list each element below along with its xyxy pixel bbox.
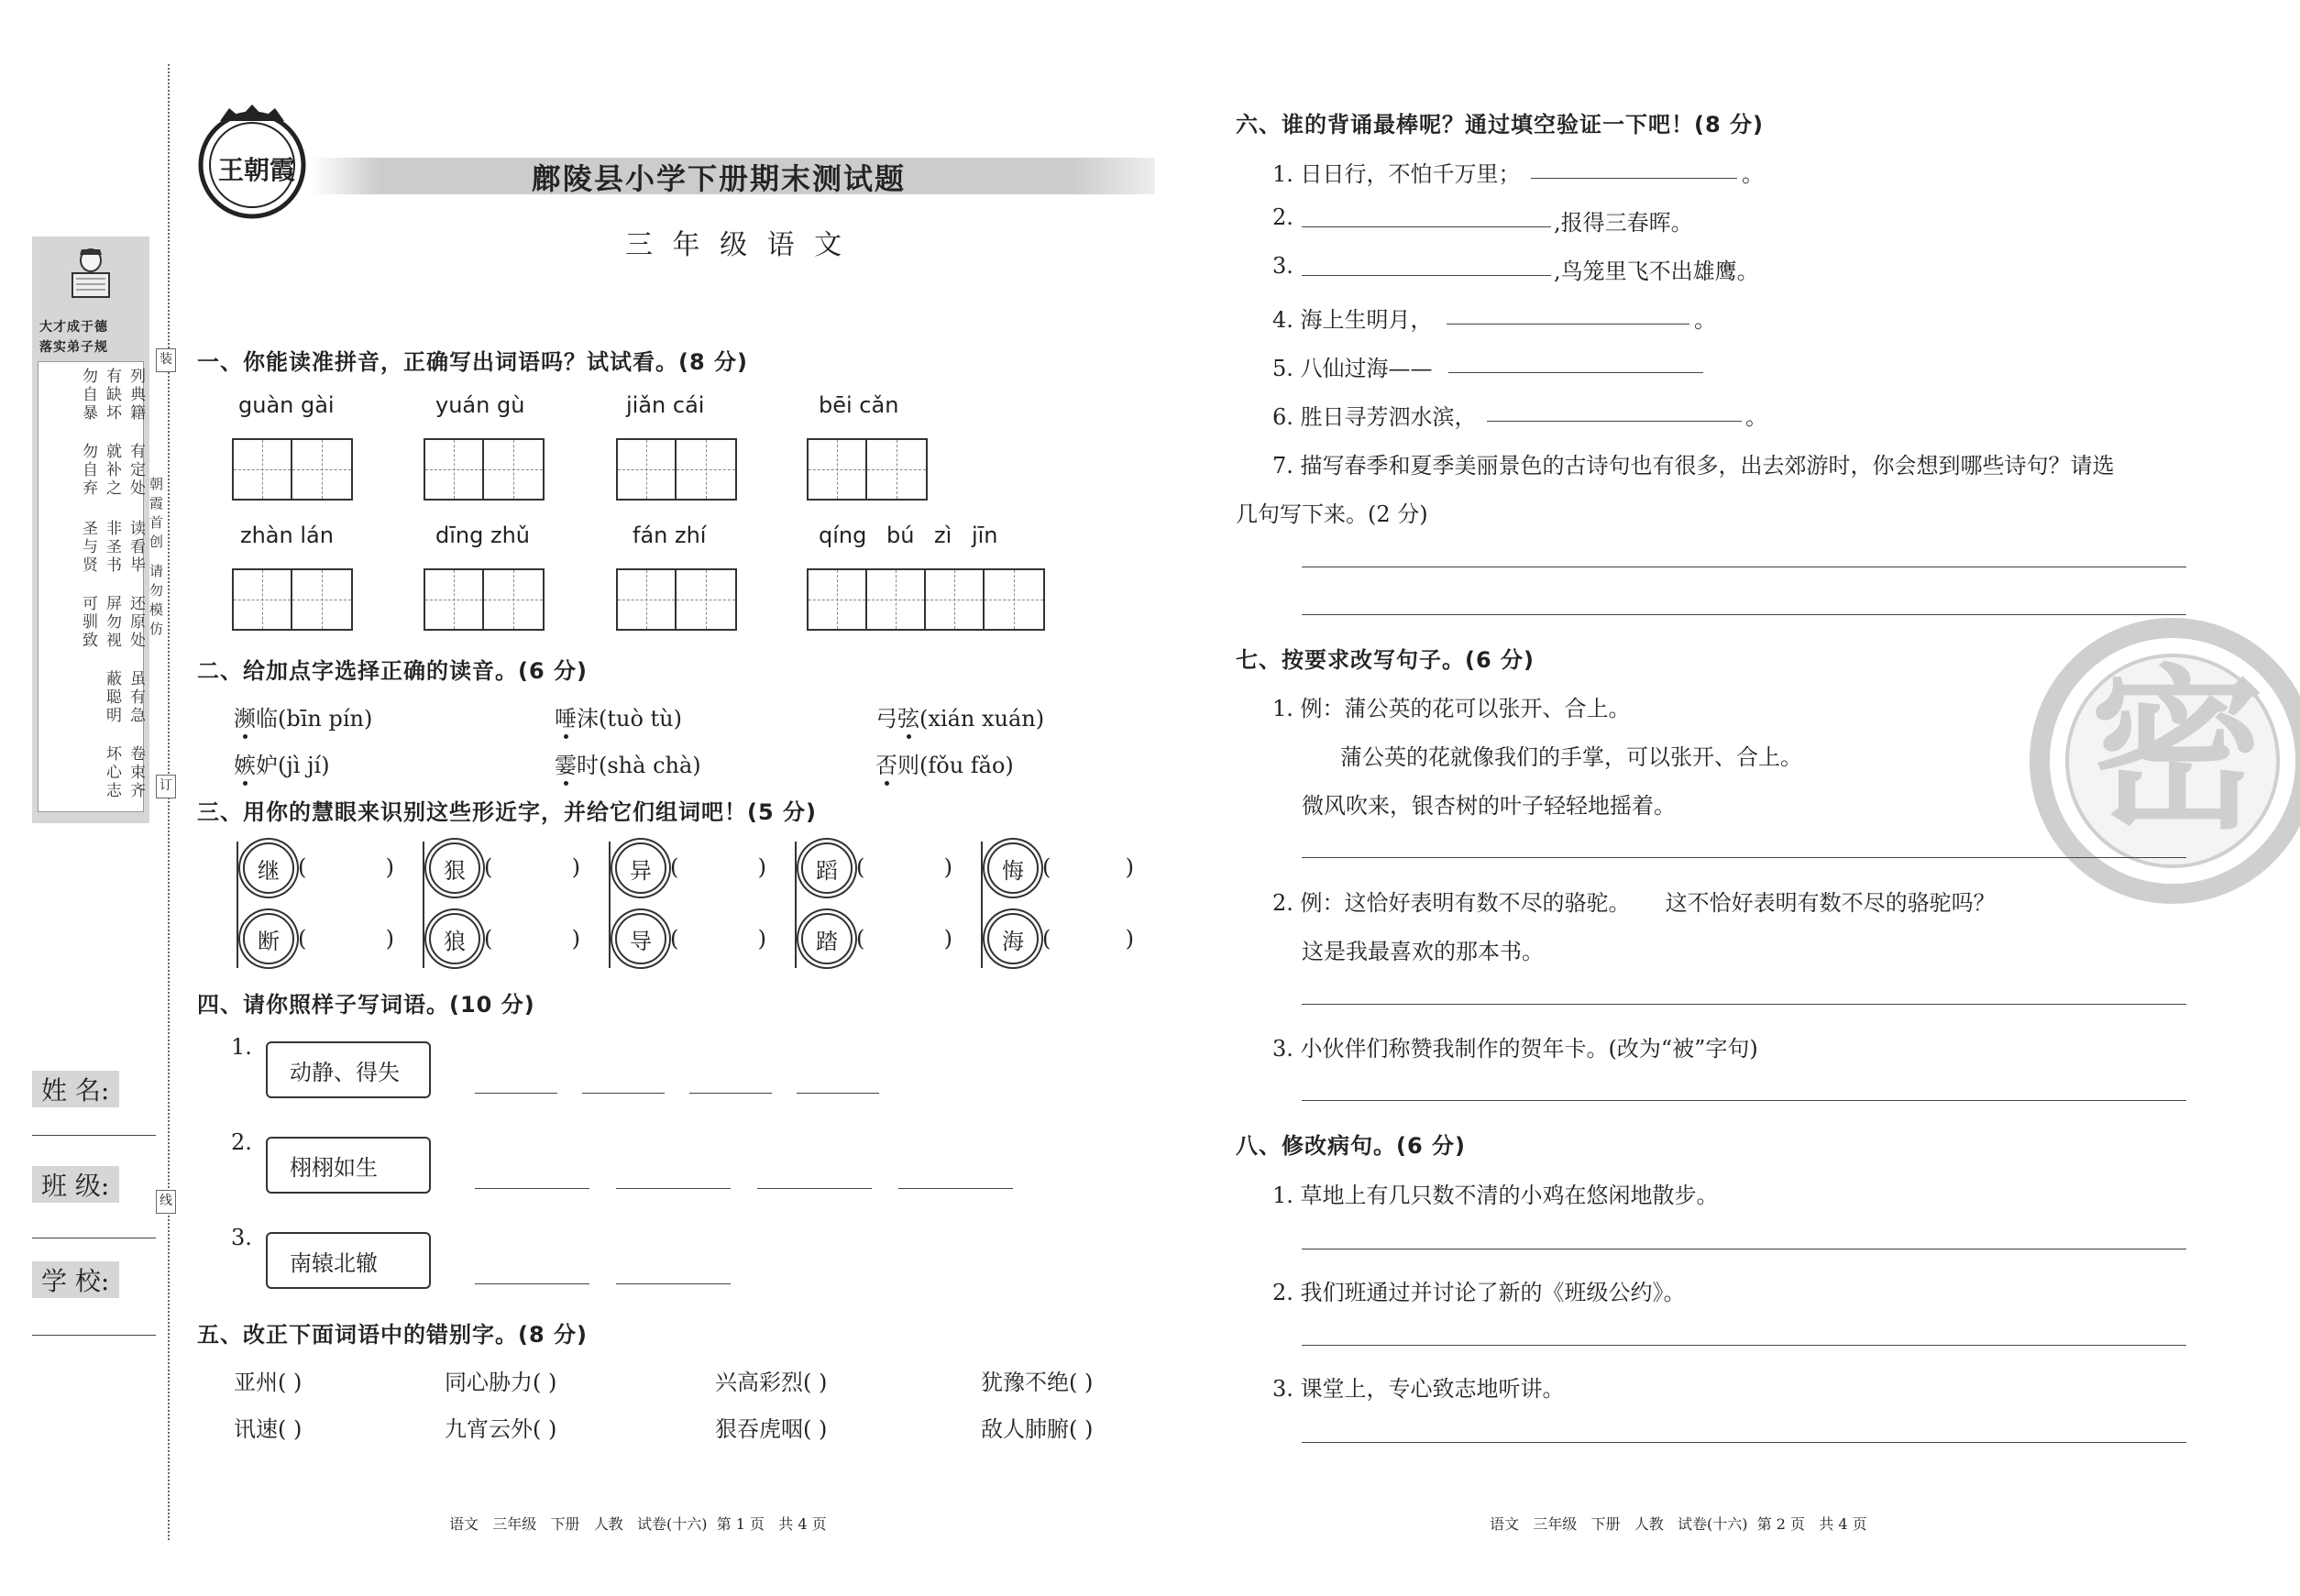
correction-item[interactable]: 讯速( ) [234,1416,303,1442]
punct: 。 [1745,404,1767,430]
word-blank[interactable]: ( ) [670,854,766,880]
recite-item: 6. 胜日寻芳泗水滨， [1272,404,1477,430]
divider [423,842,424,968]
rule-column: 虽有急 [127,670,145,725]
word-blank[interactable]: ( ) [1042,926,1134,952]
correction-item[interactable]: 亚州( ) [234,1370,303,1395]
divider [981,842,983,968]
item-number: 3. [231,1225,252,1250]
reading-item[interactable]: 弓弦(xián xuán) [875,706,1045,732]
correction-item[interactable]: 犹豫不绝( ) [981,1370,1094,1395]
watermark-text: 密 [2090,650,2265,853]
section-8-title: 八、修改病句。(6 分) [1236,1133,1466,1159]
char-flower: 导 [615,913,666,964]
word-blank[interactable]: ( ) [856,854,952,880]
line-end: ,报得三春晖。 [1554,210,1693,236]
correction-item[interactable]: 狠吞虎咽( ) [715,1416,828,1442]
brand-logo [193,101,312,220]
logo-text: 王朝霞 [218,155,296,185]
pinyin: bēi cǎn [819,392,899,418]
page-footer-right: 语文 三年级 下册 人教 试卷(十六) 第 2 页 共 4 页 [1490,1515,1867,1533]
word-blank[interactable]: ( ) [484,854,580,880]
answer-blank[interactable] [475,1188,589,1189]
writing-grid[interactable] [807,438,928,501]
answer-blank[interactable] [475,1093,557,1094]
answer-blank[interactable] [475,1283,589,1284]
char-flower: 狼 [429,913,480,964]
punct: 。 [1742,161,1764,187]
school-label: 学 校: [32,1261,119,1298]
char-flower: 断 [243,913,294,964]
question-text: 2. 例：这恰好表明有数不尽的骆驼。 这不恰好表明有数不尽的骆驼吗？ [1272,890,1996,916]
side-note: 朝霞首创 请勿模仿 [148,477,164,641]
recite-item: 5. 八仙过海—— [1272,356,1433,381]
rule-column: 就补之 [103,443,121,498]
char-flower: 悔 [987,842,1039,894]
answer-blank[interactable] [582,1093,665,1094]
char-flower: 海 [987,913,1039,964]
question-text: 1. 草地上有几只数不清的小鸡在悠闲地散步。 [1272,1183,1719,1208]
recite-item: 1. 日日行，不怕千万里； [1272,161,1521,187]
answer-line[interactable] [1302,857,2186,858]
punct: 。 [1694,307,1716,333]
reading-item[interactable]: 霎时(shà chà) [555,753,701,778]
rule-column: 可驯致 [79,595,97,650]
example-text: 蒲公英的花就像我们的手掌，可以张开、合上。 [1340,744,1802,770]
divider [237,842,238,968]
answer-blank[interactable] [1487,421,1742,422]
question-text: 1. 例：蒲公英的花可以张开、合上。 [1272,696,1631,721]
char-flower: 继 [243,842,294,894]
writing-grid[interactable] [616,568,737,631]
rule-column: 有定处 [127,443,145,498]
answer-blank[interactable] [616,1283,731,1284]
question-text: 几句写下来。(2 分) [1236,501,1428,527]
pinyin: guàn gài [238,392,335,418]
example-scroll: 南辕北辙 [266,1232,431,1289]
section-3-title: 三、用你的慧眼来识别这些形近字，并给它们组词吧！(5 分) [197,799,817,825]
recite-item: 3. [1272,253,1293,279]
section-4-title: 四、请你照样子写词语。(10 分) [197,992,535,1018]
section-5-title: 五、改正下面词语中的错别字。(8 分) [197,1322,588,1348]
answer-line[interactable] [1302,1442,2186,1443]
slogan-2: 落实弟子规 [39,340,108,355]
rule-column: 读看毕 [127,520,145,575]
example-scroll: 动静、得失 [266,1041,431,1098]
writing-grid[interactable] [232,568,353,631]
name-field[interactable] [32,1135,156,1136]
question-text: 微风吹来，银杏树的叶子轻轻地摇着。 [1302,793,1676,819]
question-text: 这是我最喜欢的那本书。 [1302,939,1544,964]
rule-column: 列典籍 [127,368,145,423]
correction-item[interactable]: 兴高彩烈( ) [715,1370,828,1395]
fold-mark: 线 [156,1190,176,1214]
question-text: 2. 我们班通过并讨论了新的《班级公约》。 [1272,1280,1686,1305]
name-label: 姓 名: [32,1071,119,1107]
char-flower: 异 [615,842,666,894]
word-blank[interactable]: ( ) [298,854,394,880]
rule-column: 蔽聪明 [103,670,121,725]
writing-grid[interactable] [424,568,545,631]
watermark-seal [2026,614,2300,908]
line-end: ,鸟笼里飞不出雄鹰。 [1554,259,1759,284]
correction-item[interactable]: 九宵云外( ) [445,1416,557,1442]
rule-column: 勿自弃 [79,443,97,498]
rule-column: 坏心志 [103,745,121,800]
word-blank[interactable]: ( ) [298,926,394,952]
answer-blank[interactable] [1302,226,1551,227]
answer-line[interactable] [1302,614,2186,615]
answer-blank[interactable] [616,1188,731,1189]
fold-mark: 装 [156,348,176,372]
char-flower: 狠 [429,842,480,894]
item-number: 1. [231,1034,252,1060]
rule-column: 勿自暴 [79,368,97,423]
correction-item[interactable]: 同心胁力( ) [445,1370,557,1395]
answer-blank[interactable] [689,1093,772,1094]
reading-item[interactable]: 嫉妒(jì jí) [234,753,330,778]
section-2-title: 二、给加点字选择正确的读音。(6 分) [197,658,588,684]
divider [609,842,611,968]
writing-grid[interactable] [232,438,353,501]
rule-column: 还原处 [127,595,145,650]
answer-blank[interactable] [1448,372,1703,373]
item-number: 2. [231,1129,252,1155]
pinyin: dīng zhǔ [435,523,530,548]
mascot-icon [67,246,115,299]
answer-blank[interactable] [1531,178,1737,179]
rule-column: 有缺坏 [103,368,121,423]
section-6-title: 六、谁的背诵最棒呢？通过填空验证一下吧！(8 分) [1236,112,1764,138]
pinyin: yuán gù [435,392,525,418]
pinyin: zhàn lán [240,523,334,548]
writing-grid[interactable] [616,438,737,501]
pinyin: qíng bú zì jīn [819,523,998,548]
school-field[interactable] [32,1335,156,1336]
question-text: 7. 描写春季和夏季美丽景色的古诗句也有很多，出去郊游时，你会想到哪些诗句？请选 [1272,453,2115,479]
slogan-1: 大才成于德 [39,320,108,335]
char-flower: 蹈 [801,842,853,894]
reading-item[interactable]: 否则(fǒu fǎo) [875,753,1014,778]
section-7-title: 七、按要求改写句子。(6 分) [1236,647,1535,673]
question-text: 3. 课堂上，专心致志地听讲。 [1272,1376,1565,1402]
question-text: 3. 小伙伴们称赞我制作的贺年卡。(改为“被”字句) [1272,1036,1758,1062]
rule-column: 卷束齐 [127,745,145,800]
answer-line[interactable] [1302,1004,2186,1005]
reading-item[interactable]: 濒临(bīn pín) [234,706,373,732]
word-blank[interactable]: ( ) [484,926,580,952]
rules-box [38,361,144,812]
page-footer-left: 语文 三年级 下册 人教 试卷(十六) 第 1 页 共 4 页 [449,1515,827,1533]
answer-blank[interactable] [797,1093,879,1094]
answer-blank[interactable] [1447,324,1689,325]
answer-line[interactable] [1302,1100,2186,1101]
word-blank[interactable]: ( ) [856,926,952,952]
rule-column: 屏勿视 [103,595,121,650]
rule-column: 非圣书 [103,520,121,575]
recite-item: 2. [1272,204,1293,230]
answer-line[interactable] [1302,1345,2186,1346]
answer-blank[interactable] [757,1188,872,1189]
divider [795,842,797,968]
char-flower: 踏 [801,913,853,964]
binding-line [168,64,170,1540]
answer-blank[interactable] [898,1188,1013,1189]
word-blank[interactable]: ( ) [1042,854,1134,880]
class-label: 班 级: [32,1166,119,1203]
fold-mark: 订 [156,775,176,798]
page-title: 鄜陵县小学下册期末测试题 [532,161,907,196]
correction-item[interactable]: 敌人肺腑( ) [981,1416,1094,1442]
recite-item: 4. 海上生明月， [1272,307,1433,333]
pinyin: fán zhí [633,523,707,548]
word-blank[interactable]: ( ) [670,926,766,952]
rule-column: 圣与贤 [79,520,97,575]
answer-blank[interactable] [1302,275,1551,276]
sidebar-panel [32,237,149,823]
page-subtitle: 三 年 级 语 文 [625,229,848,261]
reading-item[interactable]: 唾沫(tuò tù) [555,706,683,732]
writing-grid[interactable] [424,438,545,501]
section-1-title: 一、你能读准拼音，正确写出词语吗？试试看。(8 分) [197,349,748,375]
writing-grid[interactable] [807,568,1045,631]
example-scroll: 栩栩如生 [266,1137,431,1194]
pinyin: jiǎn cái [626,392,705,418]
